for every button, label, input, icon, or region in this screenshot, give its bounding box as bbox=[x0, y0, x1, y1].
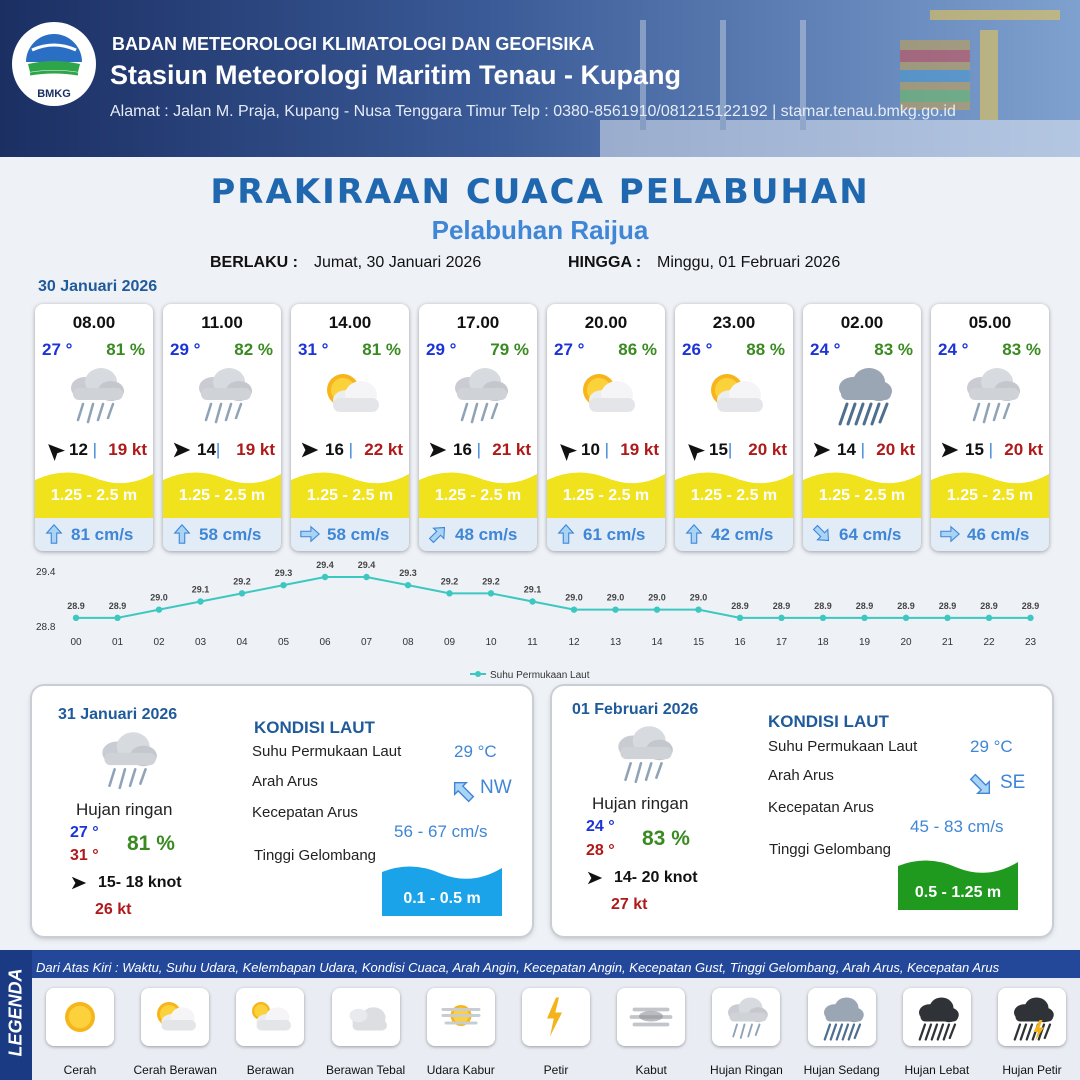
wind-row bbox=[803, 438, 921, 462]
forecast-time: 14.00 bbox=[328, 313, 372, 332]
wind-speed-value: 14 bbox=[197, 440, 216, 459]
day-gust: 26 kt bbox=[95, 901, 132, 918]
data-point bbox=[239, 590, 245, 596]
cerah-berawan-icon bbox=[149, 993, 201, 1041]
forecast-time: 11.00 bbox=[201, 313, 243, 332]
wind-gust: 21 kt bbox=[492, 440, 531, 459]
legend-item-label: Petir bbox=[543, 1063, 569, 1077]
wind-direction-icon bbox=[811, 439, 833, 461]
hujan-ringan-icon bbox=[189, 362, 257, 426]
x-tick-label: 15 bbox=[692, 637, 705, 648]
wave-label: Tinggi Gelombang bbox=[254, 847, 377, 864]
legend-item-kabut bbox=[617, 988, 685, 1046]
logo-text: BMKG bbox=[37, 88, 71, 100]
wave-height: 1.25 - 2.5 m bbox=[818, 487, 906, 504]
day-weather: Hujan ringan bbox=[592, 794, 689, 813]
cur-dir-value: SE bbox=[1000, 772, 1026, 793]
hujan-ringan-icon bbox=[957, 362, 1025, 426]
valid-from-value: Jumat, 30 Januari 2026 bbox=[314, 254, 482, 271]
x-tick-label: 07 bbox=[360, 637, 373, 648]
wind-speed bbox=[197, 440, 220, 460]
data-point bbox=[944, 615, 950, 621]
wind-row bbox=[931, 438, 1049, 462]
current-row bbox=[163, 518, 281, 551]
hujan-ringan-icon bbox=[61, 362, 129, 426]
current-row bbox=[35, 518, 153, 551]
legend-item-udara-kabur bbox=[427, 988, 495, 1046]
wind-speed bbox=[581, 440, 609, 460]
data-label: 29.2 bbox=[440, 576, 459, 587]
udara-kabur-icon bbox=[435, 993, 487, 1041]
wind-arrow-icon bbox=[70, 874, 88, 892]
x-tick-label: 06 bbox=[319, 637, 331, 648]
berawan-icon bbox=[244, 993, 296, 1041]
forecast-temp: 27 ° bbox=[42, 340, 73, 359]
forecast-card bbox=[931, 304, 1049, 551]
station-address: Alamat : Jalan M. Praja, Kupang - Nusa Tenggara Timur Telp : 0380-8561910/081215122192 | stamar.tenau.bmkg.go.id bbox=[110, 103, 956, 120]
wind-speed-value: 15 bbox=[965, 440, 984, 459]
cur-dir-label: Arah Arus bbox=[768, 767, 834, 784]
x-tick-label: 18 bbox=[817, 637, 829, 648]
current-direction-icon bbox=[939, 523, 961, 545]
forecast-humidity: 79 % bbox=[490, 340, 529, 359]
forecast-humidity: 88 % bbox=[746, 340, 785, 359]
wind-gust: 22 kt bbox=[364, 440, 403, 459]
wave-value: 0.5 - 1.25 m bbox=[914, 884, 1002, 901]
wind-speed bbox=[69, 440, 97, 460]
current-direction-icon bbox=[43, 523, 65, 545]
y-tick-label: 29.4 bbox=[36, 567, 56, 578]
forecast-temp: 26 ° bbox=[682, 340, 713, 359]
wind-gust: 20 kt bbox=[1004, 440, 1043, 459]
series-line bbox=[76, 577, 1031, 618]
day-humidity: 83 % bbox=[642, 827, 690, 850]
wind-speed-value: 14 bbox=[837, 440, 856, 459]
wind-row bbox=[675, 438, 793, 462]
data-label: 29.2 bbox=[233, 576, 251, 587]
data-label: 28.9 bbox=[855, 600, 874, 611]
data-label: 29.0 bbox=[565, 592, 583, 603]
forecast-card bbox=[35, 304, 153, 551]
data-point bbox=[571, 606, 577, 612]
cerah-berawan-icon bbox=[317, 362, 385, 426]
hujan-ringan-icon bbox=[445, 362, 513, 426]
data-point bbox=[654, 606, 660, 612]
day-gust: 27 kt bbox=[611, 896, 648, 913]
legend-title: LEGENDA bbox=[5, 968, 26, 1057]
day-panel-1 bbox=[32, 686, 532, 936]
data-label: 29.0 bbox=[606, 592, 625, 603]
hujan-sedang-icon bbox=[816, 993, 868, 1041]
kabut-icon bbox=[625, 993, 677, 1041]
legend-item-label: Hujan Petir bbox=[1002, 1063, 1062, 1077]
current-speed: 48 cm/s bbox=[455, 525, 518, 544]
wave-height: 1.25 - 2.5 m bbox=[434, 487, 522, 504]
forecast-humidity: 82 % bbox=[234, 340, 273, 359]
current-direction-icon bbox=[811, 523, 833, 545]
data-label: 28.9 bbox=[980, 600, 998, 611]
legend-item-hujan-sedang bbox=[808, 988, 876, 1046]
wind-separator: | bbox=[727, 440, 733, 459]
wind-separator: | bbox=[471, 440, 482, 459]
y-tick-label: 28.8 bbox=[36, 622, 56, 633]
cur-speed-value: 56 - 67 cm/s bbox=[394, 822, 488, 841]
cur-dir-label: Arah Arus bbox=[252, 773, 318, 790]
wind-separator: | bbox=[855, 440, 866, 459]
data-label: 29.1 bbox=[523, 584, 542, 595]
valid-to-label: HINGGA : bbox=[568, 254, 642, 271]
x-tick-label: 08 bbox=[402, 637, 414, 648]
wind-speed bbox=[325, 440, 353, 460]
wind-direction-icon bbox=[171, 439, 193, 461]
day-temp-max: 31 ° bbox=[70, 847, 99, 864]
forecast-time: 05.00 bbox=[968, 313, 1012, 332]
x-tick-label: 21 bbox=[941, 637, 954, 648]
forecast-temp: 27 ° bbox=[554, 340, 585, 359]
sea-title: KONDISI LAUT bbox=[768, 712, 889, 731]
sst-value: 29 °C bbox=[454, 742, 497, 761]
agency-name: BADAN METEOROLOGI KLIMATOLOGI DAN GEOFISIKA bbox=[112, 34, 595, 54]
current-row bbox=[803, 518, 921, 551]
wind-speed-value: 16 bbox=[453, 440, 472, 459]
x-tick-label: 02 bbox=[153, 637, 165, 648]
current-speed: 58 cm/s bbox=[327, 525, 390, 544]
wind-gust: 19 kt bbox=[108, 440, 147, 459]
day-temp-min: 24 ° bbox=[586, 818, 615, 835]
day1-date: 30 Januari 2026 bbox=[38, 278, 158, 295]
day-wind: 15- 18 knot bbox=[98, 874, 182, 891]
data-point bbox=[861, 615, 867, 621]
forecast-card bbox=[419, 304, 537, 551]
station-name: Stasiun Meteorologi Maritim Tenau - Kupang bbox=[110, 60, 682, 90]
forecast-humidity: 83 % bbox=[874, 340, 913, 359]
legend-item-label: Berawan bbox=[246, 1063, 295, 1077]
wind-speed-value: 15 bbox=[709, 440, 728, 459]
wind-direction-icon bbox=[43, 439, 65, 461]
wind-speed-value: 16 bbox=[325, 440, 344, 459]
cur-speed-value: 45 - 83 cm/s bbox=[910, 817, 1004, 836]
sst-chart bbox=[0, 560, 1080, 685]
data-point bbox=[114, 615, 120, 621]
forecast-temp: 29 ° bbox=[170, 340, 201, 359]
data-point bbox=[986, 615, 992, 621]
current-direction-icon bbox=[299, 523, 321, 545]
legend-item-berawan bbox=[236, 988, 304, 1046]
data-point bbox=[820, 615, 826, 621]
berawan-tebal-icon bbox=[340, 993, 392, 1041]
day-temp-min: 27 ° bbox=[70, 824, 99, 841]
cerah-berawan-icon bbox=[701, 362, 769, 426]
x-tick-label: 23 bbox=[1024, 637, 1037, 648]
legend-item-label: Berawan Tebal bbox=[326, 1063, 406, 1077]
current-row bbox=[419, 518, 537, 551]
legend-item-cerah bbox=[46, 988, 114, 1046]
wind-row bbox=[35, 438, 153, 462]
data-point bbox=[156, 606, 162, 612]
port-name: Pelabuhan Raijua bbox=[431, 215, 649, 245]
wave-height: 1.25 - 2.5 m bbox=[50, 487, 138, 504]
wind-separator: | bbox=[215, 440, 221, 459]
data-label: 29.3 bbox=[399, 568, 417, 579]
hujan-sedang-icon bbox=[829, 362, 897, 426]
cur-speed-label: Kecepatan Arus bbox=[768, 799, 874, 816]
data-point bbox=[488, 590, 494, 596]
forecast-humidity: 81 % bbox=[106, 340, 145, 359]
data-point bbox=[446, 590, 452, 596]
data-point bbox=[197, 598, 203, 604]
data-point bbox=[280, 582, 286, 588]
current-speed: 42 cm/s bbox=[711, 525, 774, 544]
valid-to-value: Minggu, 01 Februari 2026 bbox=[657, 254, 841, 271]
bmkg-emblem-icon bbox=[12, 22, 96, 86]
current-row bbox=[675, 518, 793, 551]
legend-item-petir bbox=[522, 988, 590, 1046]
data-label: 28.9 bbox=[772, 600, 791, 611]
legend-item-label: Hujan Sedang bbox=[803, 1063, 880, 1077]
forecast-time: 17.00 bbox=[456, 313, 500, 332]
data-point bbox=[529, 598, 535, 604]
x-tick-label: 19 bbox=[858, 637, 871, 648]
wind-speed bbox=[709, 440, 732, 460]
x-tick-label: 14 bbox=[651, 637, 663, 648]
x-tick-label: 22 bbox=[983, 637, 995, 648]
data-point bbox=[737, 615, 743, 621]
legend-label: Suhu Permukaan Laut bbox=[490, 670, 590, 681]
data-label: 28.9 bbox=[108, 600, 127, 611]
data-point bbox=[695, 606, 701, 612]
current-speed: 46 cm/s bbox=[967, 525, 1030, 544]
wind-speed bbox=[837, 440, 865, 460]
wave-height: 1.25 - 2.5 m bbox=[306, 487, 394, 504]
legend-side bbox=[0, 950, 32, 1080]
legend-item-label: Hujan Lebat bbox=[904, 1063, 970, 1077]
cerah-berawan-icon bbox=[573, 362, 641, 426]
hujan-ringan-icon bbox=[720, 993, 772, 1041]
data-label: 28.9 bbox=[938, 600, 957, 611]
wind-separator: | bbox=[87, 440, 98, 459]
legend-item-label: Hujan Ringan bbox=[710, 1063, 783, 1077]
current-speed: 81 cm/s bbox=[71, 525, 134, 544]
data-label: 29.2 bbox=[482, 576, 500, 587]
forecast-time: 23.00 bbox=[712, 313, 756, 332]
x-tick-label: 12 bbox=[568, 637, 580, 648]
data-point bbox=[73, 615, 79, 621]
valid-from-label: BERLAKU : bbox=[210, 254, 298, 271]
legend-item-cerah-berawan bbox=[141, 988, 209, 1046]
data-label: 28.9 bbox=[67, 600, 85, 611]
day-temp-max: 28 ° bbox=[586, 842, 615, 859]
data-point bbox=[903, 615, 909, 621]
x-tick-label: 03 bbox=[194, 637, 207, 648]
wind-gust: 20 kt bbox=[876, 440, 915, 459]
sst-value: 29 °C bbox=[970, 737, 1013, 756]
data-label: 29.0 bbox=[689, 592, 708, 603]
x-tick-label: 00 bbox=[70, 637, 82, 648]
data-point bbox=[778, 615, 784, 621]
wind-direction-icon bbox=[427, 439, 449, 461]
wave-height: 1.25 - 2.5 m bbox=[946, 487, 1034, 504]
wind-direction-icon bbox=[683, 439, 705, 461]
x-tick-label: 04 bbox=[236, 637, 248, 648]
forecast-card bbox=[803, 304, 921, 551]
forecast-temp: 24 ° bbox=[938, 340, 969, 359]
data-label: 29.0 bbox=[150, 592, 168, 603]
x-tick-label: 10 bbox=[485, 637, 497, 648]
legend-item-berawan-tebal bbox=[332, 988, 400, 1046]
hujan-ringan-icon bbox=[608, 720, 678, 786]
x-tick-label: 11 bbox=[527, 637, 538, 648]
forecast-time: 02.00 bbox=[840, 313, 884, 332]
header-banner bbox=[0, 0, 1080, 157]
data-label: 28.9 bbox=[897, 600, 915, 611]
data-point bbox=[405, 582, 411, 588]
current-direction-icon bbox=[555, 523, 577, 545]
legend-marker bbox=[475, 671, 481, 677]
wind-speed bbox=[453, 440, 481, 460]
forecast-humidity: 81 % bbox=[362, 340, 401, 359]
wind-direction-icon bbox=[299, 439, 321, 461]
data-label: 28.9 bbox=[731, 600, 749, 611]
wind-row bbox=[291, 438, 409, 462]
current-arrow-icon bbox=[450, 778, 478, 806]
x-tick-label: 20 bbox=[900, 637, 912, 648]
x-tick-label: 05 bbox=[277, 637, 290, 648]
day-humidity: 81 % bbox=[127, 832, 175, 855]
forecast-card bbox=[547, 304, 665, 551]
wind-separator: | bbox=[343, 440, 354, 459]
forecast-card bbox=[291, 304, 409, 551]
forecast-temp: 29 ° bbox=[426, 340, 457, 359]
current-direction-icon bbox=[683, 523, 705, 545]
page-title: PRAKIRAAN CUACA PELABUHAN bbox=[210, 172, 870, 212]
current-direction-icon bbox=[427, 523, 449, 545]
day-weather: Hujan ringan bbox=[76, 800, 173, 819]
forecast-time: 08.00 bbox=[72, 313, 116, 332]
wind-direction-icon bbox=[939, 439, 961, 461]
forecast-temp: 31 ° bbox=[298, 340, 329, 359]
data-point bbox=[363, 574, 369, 580]
wave-height: 1.25 - 2.5 m bbox=[690, 487, 778, 504]
current-arrow-icon bbox=[966, 770, 994, 798]
data-label: 29.0 bbox=[648, 592, 666, 603]
forecast-humidity: 83 % bbox=[1002, 340, 1041, 359]
legend-item-label: Kabut bbox=[635, 1063, 667, 1077]
data-label: 29.4 bbox=[316, 560, 334, 570]
hujan-petir-icon bbox=[1006, 993, 1058, 1041]
legend-item-hujan-lebat bbox=[903, 988, 971, 1046]
day-date: 01 Februari 2026 bbox=[572, 701, 699, 718]
hujan-lebat-icon bbox=[911, 993, 963, 1041]
wind-speed bbox=[965, 440, 993, 460]
data-label: 28.9 bbox=[1021, 600, 1040, 611]
current-speed: 61 cm/s bbox=[583, 525, 646, 544]
forecast-card bbox=[163, 304, 281, 551]
wind-speed-value: 10 bbox=[581, 440, 600, 459]
wave-height: 1.25 - 2.5 m bbox=[178, 487, 266, 504]
x-tick-label: 13 bbox=[609, 637, 622, 648]
petir-icon bbox=[530, 993, 582, 1041]
legend-item-label: Cerah bbox=[63, 1063, 97, 1077]
forecast-card bbox=[675, 304, 793, 551]
sst-label: Suhu Permukaan Laut bbox=[252, 743, 402, 760]
wind-separator: | bbox=[599, 440, 610, 459]
x-tick-label: 17 bbox=[775, 637, 788, 648]
forecast-time: 20.00 bbox=[584, 313, 628, 332]
forecast-temp: 24 ° bbox=[810, 340, 841, 359]
cerah-icon bbox=[54, 993, 106, 1041]
current-row bbox=[931, 518, 1049, 551]
data-point bbox=[322, 574, 328, 580]
data-label: 28.9 bbox=[814, 600, 832, 611]
wind-row bbox=[163, 438, 281, 462]
current-row bbox=[291, 518, 409, 551]
wind-row bbox=[547, 438, 665, 462]
legend-caption: Dari Atas Kiri : Waktu, Suhu Udara, Kelembapan Udara, Kondisi Cuaca, Arah Angin, Kecepatan Angin, Kecepatan Gust, Tinggi Gelombang, Arah Arus, Kecepatan Arus bbox=[36, 960, 1000, 975]
legend-item-label: Cerah Berawan bbox=[133, 1063, 217, 1077]
wind-row bbox=[419, 438, 537, 462]
legend-item-label: Udara Kabur bbox=[426, 1063, 495, 1077]
current-speed: 58 cm/s bbox=[199, 525, 262, 544]
forecast-humidity: 86 % bbox=[618, 340, 657, 359]
day-panel-2 bbox=[552, 686, 1052, 936]
cur-speed-label: Kecepatan Arus bbox=[252, 804, 358, 821]
bmkg-logo bbox=[12, 22, 96, 106]
current-row bbox=[547, 518, 665, 551]
legend-item-hujan-ringan bbox=[712, 988, 780, 1046]
wind-gust: 19 kt bbox=[236, 440, 275, 459]
x-tick-label: 16 bbox=[734, 637, 746, 648]
wind-arrow-icon bbox=[586, 869, 604, 887]
wave-label: Tinggi Gelombang bbox=[769, 841, 892, 858]
data-point bbox=[1027, 615, 1033, 621]
current-speed: 64 cm/s bbox=[839, 525, 902, 544]
sea-title: KONDISI LAUT bbox=[254, 718, 375, 737]
wind-separator: | bbox=[983, 440, 994, 459]
data-label: 29.3 bbox=[274, 568, 293, 579]
data-point bbox=[612, 606, 618, 612]
hujan-ringan-icon bbox=[92, 726, 162, 792]
x-tick-label: 09 bbox=[443, 637, 456, 648]
data-label: 29.1 bbox=[191, 584, 210, 595]
wind-gust: 20 kt bbox=[748, 440, 787, 459]
x-tick-label: 01 bbox=[111, 637, 124, 648]
data-label: 29.4 bbox=[357, 560, 376, 570]
day-wind: 14- 20 knot bbox=[614, 869, 698, 886]
current-direction-icon bbox=[171, 523, 193, 545]
wave-height: 1.25 - 2.5 m bbox=[562, 487, 650, 504]
wind-gust: 19 kt bbox=[620, 440, 659, 459]
day-date: 31 Januari 2026 bbox=[58, 706, 178, 723]
wind-direction-icon bbox=[555, 439, 577, 461]
legend-item-hujan-petir bbox=[998, 988, 1066, 1046]
sst-label: Suhu Permukaan Laut bbox=[768, 738, 918, 755]
wave-value: 0.1 - 0.5 m bbox=[403, 890, 481, 907]
cur-dir-value: NW bbox=[480, 777, 512, 798]
wind-speed-value: 12 bbox=[69, 440, 88, 459]
